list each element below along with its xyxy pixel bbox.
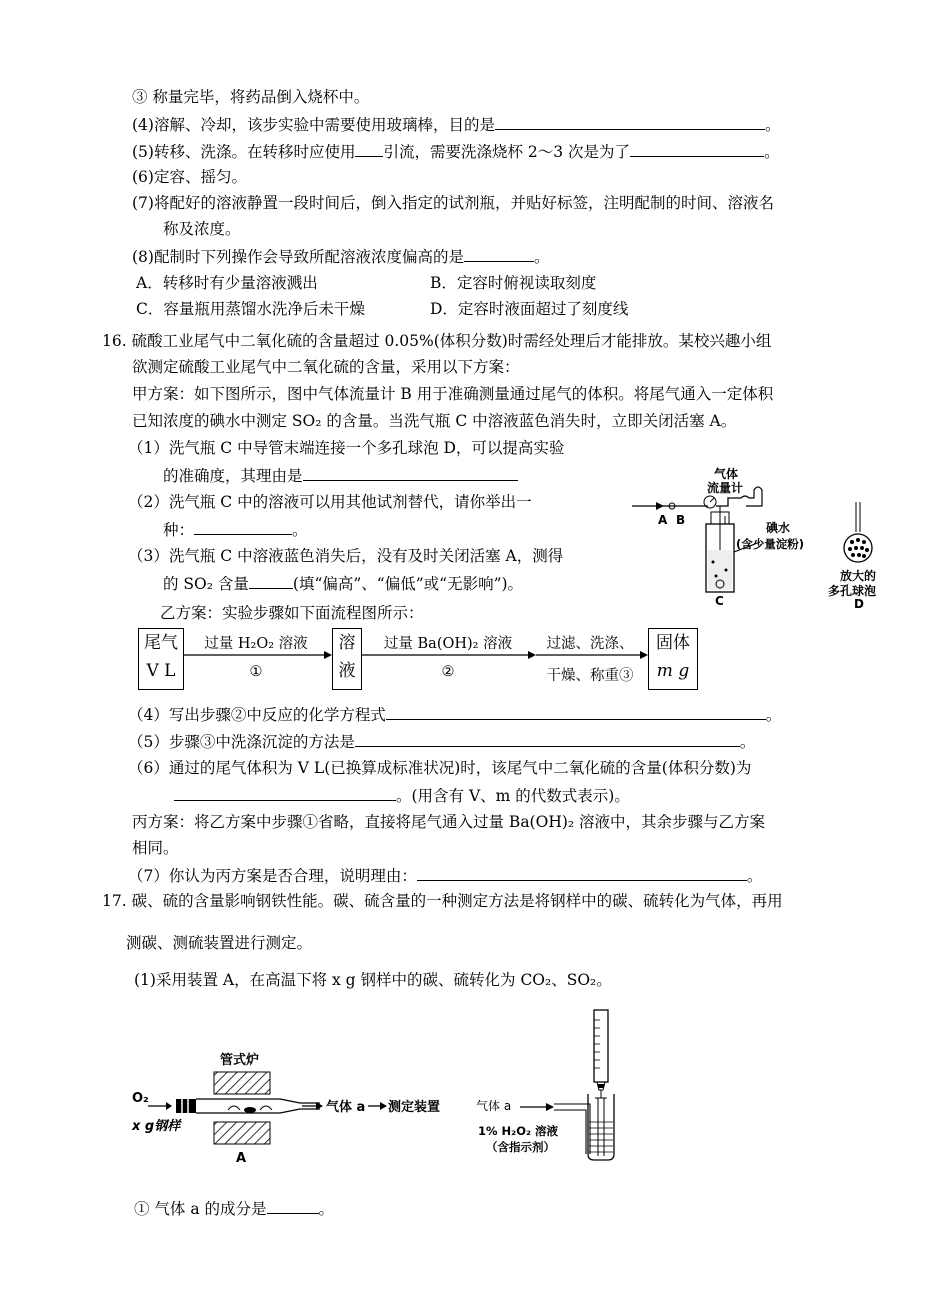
option-d: D．定容时液面超过了刻度线	[430, 300, 629, 318]
answer-blank[interactable]	[194, 518, 292, 535]
flow-arrows	[180, 648, 650, 662]
q17-line-1: 17. 碳、硫的含量影响钢铁性能。碳、硫含量的一种测定方法是将钢样中的碳、硫转化为气体，再用	[102, 892, 783, 910]
titration-diagram	[474, 1006, 644, 1166]
punct: 。	[764, 143, 780, 161]
sub1-gas-text: ① 气体 a 的成分是	[134, 1200, 267, 1218]
plan-bing-line-1: 丙方案：将乙方案中步骤①省略，直接将尾气通入过量 Ba(OH)₂ 溶液中，其余步骤与乙方案	[132, 813, 766, 831]
answer-blank[interactable]	[249, 572, 293, 589]
plan-yi-line: 乙方案：实验步骤如下面流程图所示：	[160, 604, 424, 622]
label-d: D	[854, 597, 864, 610]
steel-sample-label: x g钢样	[132, 1119, 181, 1134]
punct: 。	[533, 248, 550, 266]
label-b: B	[676, 513, 686, 527]
arrow2-label: 过量 Ba(OH)₂ 溶液	[383, 636, 513, 652]
bubble-label-2: 多孔球泡	[828, 584, 877, 598]
label-a-furnace: A	[236, 1151, 247, 1166]
q16-sub1-b	[163, 464, 518, 487]
answer-blank[interactable]	[495, 113, 765, 130]
solution-label-1: 1% H₂O₂ 溶液	[478, 1124, 559, 1138]
gas-a-inlet-label: 气体 a	[476, 1099, 512, 1113]
step-7-line: (7)将配好的溶液静置一段时间后，倒入指定的试剂瓶，并贴好标签，注明配制的时间、溶液名	[132, 194, 774, 212]
arrow3-label: 过滤、洗涤、	[546, 636, 634, 652]
box2-line2: 液	[338, 661, 356, 681]
sub7-text: （7）你认为丙方案是否合理，说明理由：	[128, 867, 417, 885]
iodine-label-1: 碘水	[766, 521, 791, 535]
answer-blank[interactable]	[267, 1197, 319, 1214]
q17-line-2: 测碳、测硫装置进行测定。	[126, 934, 313, 952]
answer-blank[interactable]	[386, 703, 766, 720]
step-5-text: (5)转移、洗涤。在转移时应使用	[132, 143, 356, 161]
sub5-text: （5）步骤③中洗涤沉淀的方法是	[128, 733, 355, 751]
flow-box-tail-gas	[138, 628, 184, 690]
step-6-line: (6)定容、摇匀。	[132, 168, 247, 186]
step-4-line	[132, 113, 780, 136]
option-b: B．定容时俯视读取刻度	[430, 274, 597, 292]
q16-line-3: 甲方案：如下图所示，图中气体流量计 B 用于准确测量通过尾气的体积。将尾气通入一定体积	[132, 385, 774, 403]
sub2-text: 种：	[163, 521, 195, 539]
q16-sub3-b	[163, 572, 523, 595]
punct: 。	[292, 521, 308, 539]
solution-label-2: （含指示剂）	[486, 1140, 555, 1154]
q16-sub5	[128, 730, 755, 753]
iodine-label-2: (含少量淀粉)	[736, 537, 805, 551]
q16-sub6-a: （6）通过的尾气体积为 V L(已换算成标准状况)时，该尾气中二氧化硫的含量(体积分数)为	[128, 759, 752, 777]
q16-sub7	[128, 864, 762, 887]
arrow1-step: ①	[249, 664, 263, 680]
flowmeter-label-1: 气体	[714, 467, 739, 481]
q16-line-1: 16. 硫酸工业尾气中二氧化硫的含量超过 0.05%(体积分数)时需经处理后才能排放。某校兴趣小组	[102, 332, 772, 350]
box3-line1: 固体	[656, 633, 690, 653]
sub6-text-b: 。(用含有 V、m 的代数式表示)。	[396, 787, 630, 805]
answer-blank[interactable]	[355, 140, 383, 157]
answer-blank[interactable]	[417, 864, 747, 881]
step-5-line	[132, 140, 780, 163]
punct: 。	[764, 116, 781, 134]
answer-blank[interactable]	[355, 730, 740, 747]
q17-sub1: (1)采用装置 A，在高温下将 x g 钢样中的碳、硫转化为 CO₂、SO₂。	[134, 971, 612, 989]
o2-label: O₂	[132, 1091, 149, 1106]
punct: 。	[746, 867, 763, 885]
label-c: C	[715, 594, 724, 608]
answer-blank[interactable]	[464, 245, 534, 262]
q17-sub1-1	[134, 1197, 334, 1220]
sub3-text-b: (填“偏高”、“偏低”或“无影响”)。	[292, 575, 524, 593]
answer-blank[interactable]	[174, 784, 396, 801]
sub1-text: 的准确度，其理由是	[163, 467, 303, 485]
step-5-text-b: 引流，需要洗涤烧杯 2～3 次是为了	[383, 143, 631, 161]
step-8-text: (8)配制时下列操作会导致所配溶液浓度偏高的是	[132, 248, 464, 266]
q16-line-4: 已知浓度的碘水中测定 SO₂ 的含量。当洗气瓶 C 中溶液蓝色消失时，立即关闭活塞 A。	[132, 412, 737, 430]
label-a: A	[658, 513, 668, 527]
arrow1-label: 过量 H₂O₂ 溶液	[204, 636, 308, 652]
plan-bing-line-2: 相同。	[132, 839, 179, 857]
option-a: A．转移时有少量溶液溅出	[136, 274, 318, 292]
q16-sub4	[128, 703, 781, 726]
answer-blank[interactable]	[303, 464, 518, 481]
box2-line1: 溶	[338, 633, 356, 653]
apparatus-diagram-1	[628, 462, 898, 610]
q16-sub3-a: （3）洗气瓶 C 中溶液蓝色消失后，没有及时关闭活塞 A，测得	[128, 547, 564, 565]
sub4-text: （4）写出步骤②中反应的化学方程式	[128, 706, 386, 724]
q16-sub2-b	[163, 518, 308, 541]
punct: 。	[318, 1200, 335, 1218]
furnace-label: 管式炉	[220, 1053, 260, 1068]
punct: 。	[739, 733, 756, 751]
step-4-text: (4)溶解、冷却，该步实验中需要使用玻璃棒，目的是	[132, 116, 495, 134]
flowmeter-label-2: 流量计	[707, 481, 744, 495]
sub3-text: 的 SO₂ 含量	[163, 575, 249, 593]
gas-a-label: 气体 a	[326, 1100, 366, 1115]
bubble-label-1: 放大的	[840, 569, 877, 583]
tube-furnace-diagram	[130, 1050, 460, 1170]
box1-line2: V L	[146, 661, 176, 681]
punct: 。	[765, 706, 782, 724]
to-device-label: 测定装置	[388, 1100, 441, 1115]
step-7-line-2: 称及浓度。	[163, 220, 241, 238]
box3-line2: m g	[656, 661, 690, 681]
q16-sub2-a: （2）洗气瓶 C 中的溶液可以用其他试剂替代，请你举出一	[128, 493, 532, 511]
step-8-line	[132, 245, 549, 268]
step-3-line: ③ 称量完毕，将药品倒入烧杯中。	[132, 88, 370, 106]
arrow3-step: 干燥、称重③	[546, 668, 634, 684]
arrow2-step: ②	[441, 664, 455, 680]
box1-line1: 尾气	[144, 633, 178, 653]
q16-line-2: 欲测定硫酸工业尾气中二氧化硫的含量，采用以下方案：	[132, 358, 520, 376]
flow-box-solid	[648, 628, 698, 690]
q16-sub1-a: （1）洗气瓶 C 中导管末端连接一个多孔球泡 D，可以提高实验	[128, 439, 565, 457]
option-c: C．容量瓶用蒸馏水洗净后未干燥	[136, 300, 365, 318]
answer-blank[interactable]	[630, 140, 764, 157]
q16-sub6-b	[174, 784, 630, 807]
